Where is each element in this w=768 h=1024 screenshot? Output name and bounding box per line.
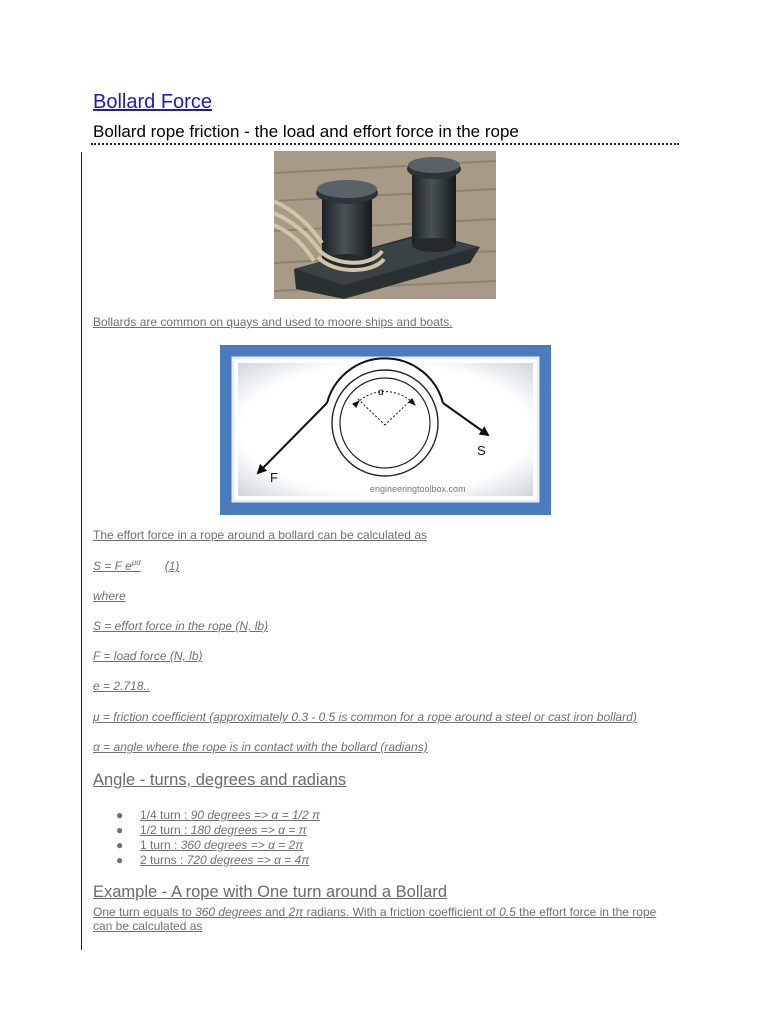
turn-value: 90 degrees => α = 1/2 π <box>190 808 321 822</box>
example-paragraph <box>93 906 678 933</box>
s-label: S <box>477 443 486 458</box>
definition-f: F = load force (N, lb) <box>93 649 203 663</box>
dotted-divider <box>91 143 679 145</box>
turn-value: 720 degrees => α = 4π <box>186 853 310 867</box>
page-title-link[interactable]: Bollard Force <box>93 91 212 113</box>
turn-label: 1/2 turn : <box>140 823 191 837</box>
example-degrees: 360 degrees <box>195 905 262 919</box>
angle-section-heading: Angle - turns, degrees and radians <box>93 771 347 789</box>
where-label: where <box>93 589 126 603</box>
definition-alpha: α = angle where the rope is in contact with the bollard (radians) <box>93 740 428 754</box>
turn-label: 1/4 turn : <box>140 808 191 822</box>
alpha-label: α <box>378 387 384 398</box>
formula-exponent: μα <box>131 558 141 567</box>
example-heading: Example - A rope with One turn around a Bollard <box>93 883 448 901</box>
turn-value: 180 degrees => α = π <box>190 823 307 837</box>
example-text-2: and <box>261 905 289 919</box>
list-item <box>116 823 320 838</box>
formula-number: (1) <box>164 559 180 573</box>
bollard-photo <box>274 151 496 299</box>
example-text-1: One turn equals to <box>93 905 196 919</box>
page-subtitle: Bollard rope friction - the load and effort force in the rope <box>93 122 519 141</box>
list-item <box>116 853 320 868</box>
formula-main: S = F e <box>93 559 132 573</box>
left-margin-line <box>81 152 82 950</box>
turn-label: 1 turn : <box>140 838 181 852</box>
example-text-4: the effort force in the rope can be calculated as <box>93 905 657 933</box>
example-coefficient: 0.5 <box>499 905 516 919</box>
bullet-dot: ● <box>116 823 124 837</box>
turn-label: 2 turns : <box>140 853 187 867</box>
f-label: F <box>270 470 278 485</box>
bullet-dot: ● <box>116 853 124 867</box>
angle-list <box>116 808 320 868</box>
list-item <box>116 808 320 823</box>
turn-value: 360 degrees => α = 2π <box>180 838 304 852</box>
bollard-rope-diagram <box>220 345 551 515</box>
intro-text: Bollards are common on quays and used to moore ships and boats. <box>93 315 453 329</box>
formula-line <box>93 558 179 573</box>
definition-mu: μ = friction coefficient (approximately 0.3 - 0.5 is common for a rope around a steel or cast iron bollard) <box>93 710 637 724</box>
list-item <box>116 838 320 853</box>
bullet-dot: ● <box>116 808 124 822</box>
definition-e: e = 2.718.. <box>93 679 151 693</box>
bullet-dot: ● <box>116 838 124 852</box>
example-radians: 2π <box>288 905 304 919</box>
definition-s: S = effort force in the rope (N, lb) <box>93 619 269 633</box>
formula-lead: The effort force in a rope around a bollard can be calculated as <box>93 528 427 542</box>
diagram-watermark: engineeringtoolbox.com <box>370 484 466 494</box>
example-text-3: radians. With a friction coefficient of <box>303 905 500 919</box>
